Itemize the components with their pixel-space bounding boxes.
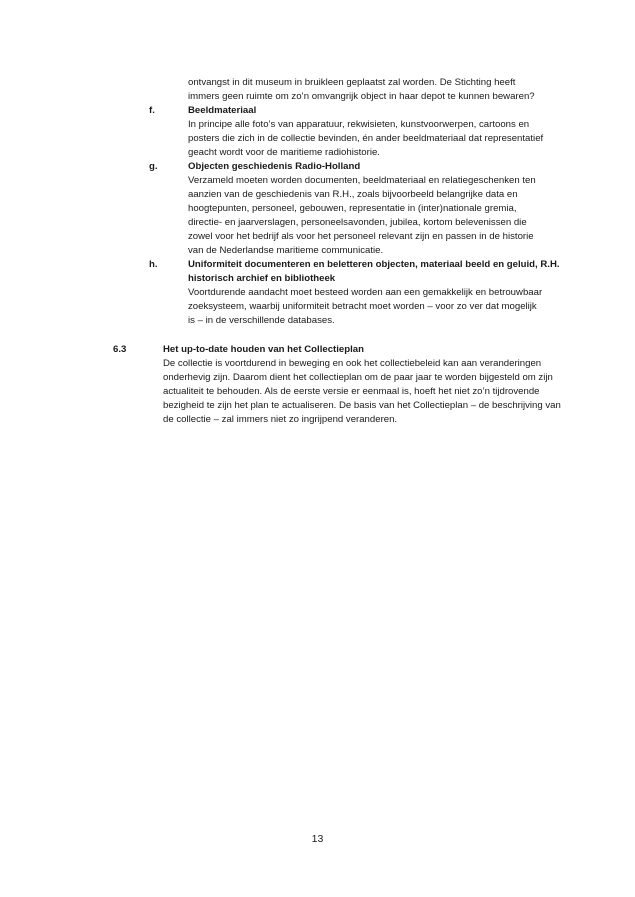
section-title: Het up-to-date houden van het Collectieplan	[163, 344, 364, 355]
paragraph-line: Voortdurende aandacht moet besteed worden aan een gemakkelijk en betrouwbaar	[188, 287, 543, 298]
page-number: 13	[311, 833, 324, 845]
paragraph-line: de collectie – zal immers niet zo ingrijpend veranderen.	[163, 414, 398, 425]
list-marker: h.	[149, 259, 158, 270]
paragraph-line: is – in de verschillende databases.	[188, 315, 335, 326]
list-marker: f.	[149, 105, 155, 116]
item-title: Objecten geschiedenis Radio-Holland	[188, 161, 361, 172]
paragraph-line: ontvangst in dit museum in bruikleen geplaatst zal worden. De Stichting heeft	[188, 77, 516, 88]
section-number: 6.3	[113, 344, 127, 355]
item-title: Uniformiteit documenteren en beletteren objecten, materiaal beeld en geluid, R.H.	[188, 259, 560, 270]
paragraph-line: zowel voor het bedrijf als voor het personeel relevant zijn en passen in de historie	[188, 231, 534, 242]
paragraph-line: aanzien van de geschiedenis van R.H., zoals bijvoorbeeld belangrijke data en	[188, 189, 518, 200]
paragraph-line: Verzameld moeten worden documenten, beeldmateriaal en relatiegeschenken ten	[188, 175, 536, 186]
item-title: Beeldmateriaal	[188, 105, 257, 116]
paragraph-line: hoogtepunten, personeel, gebouwen, representatie in (inter)nationale gremia,	[188, 203, 517, 214]
paragraph-line: actualiteit te behouden. Als de eerste versie er eenmaal is, hoeft het niet zo’n tijdrovende	[163, 386, 540, 397]
item-title: historisch archief en bibliotheek	[188, 273, 336, 284]
paragraph-line: van de Nederlandse maritieme communicatie.	[188, 245, 384, 256]
paragraph-line: directie- en jaarverslagen, personeelsavonden, jubilea, kortom belevenissen die	[188, 217, 527, 228]
paragraph-line: immers geen ruimte om zo’n omvangrijk object in haar depot te kunnen bewaren?	[188, 91, 535, 102]
paragraph-line: In principe alle foto’s van apparatuur, rekwisieten, kunstvoorwerpen, cartoons en	[188, 119, 530, 130]
paragraph-line: zoeksysteem, waarbij uniformiteit betracht moet worden – voor zo ver dat mogelijk	[188, 301, 537, 312]
paragraph-line: posters die zich in de collectie bevinden, én ander beeldmateriaal dat representatief	[188, 133, 544, 144]
list-marker: g.	[149, 161, 158, 172]
paragraph-line: bezigheid te zijn het plan te actualiseren. De basis van het Collectieplan – de beschrijving van	[163, 400, 561, 411]
paragraph-line: geacht wordt voor de maritieme radiohistorie.	[188, 147, 380, 158]
paragraph-line: onderhevig zijn. Daarom dient het collectieplan om de paar jaar te worden bijgesteld om zijn	[163, 372, 553, 383]
paragraph-line: De collectie is voortdurend in beweging en ook het collectiebeleid kan aan veranderingen	[163, 358, 542, 369]
